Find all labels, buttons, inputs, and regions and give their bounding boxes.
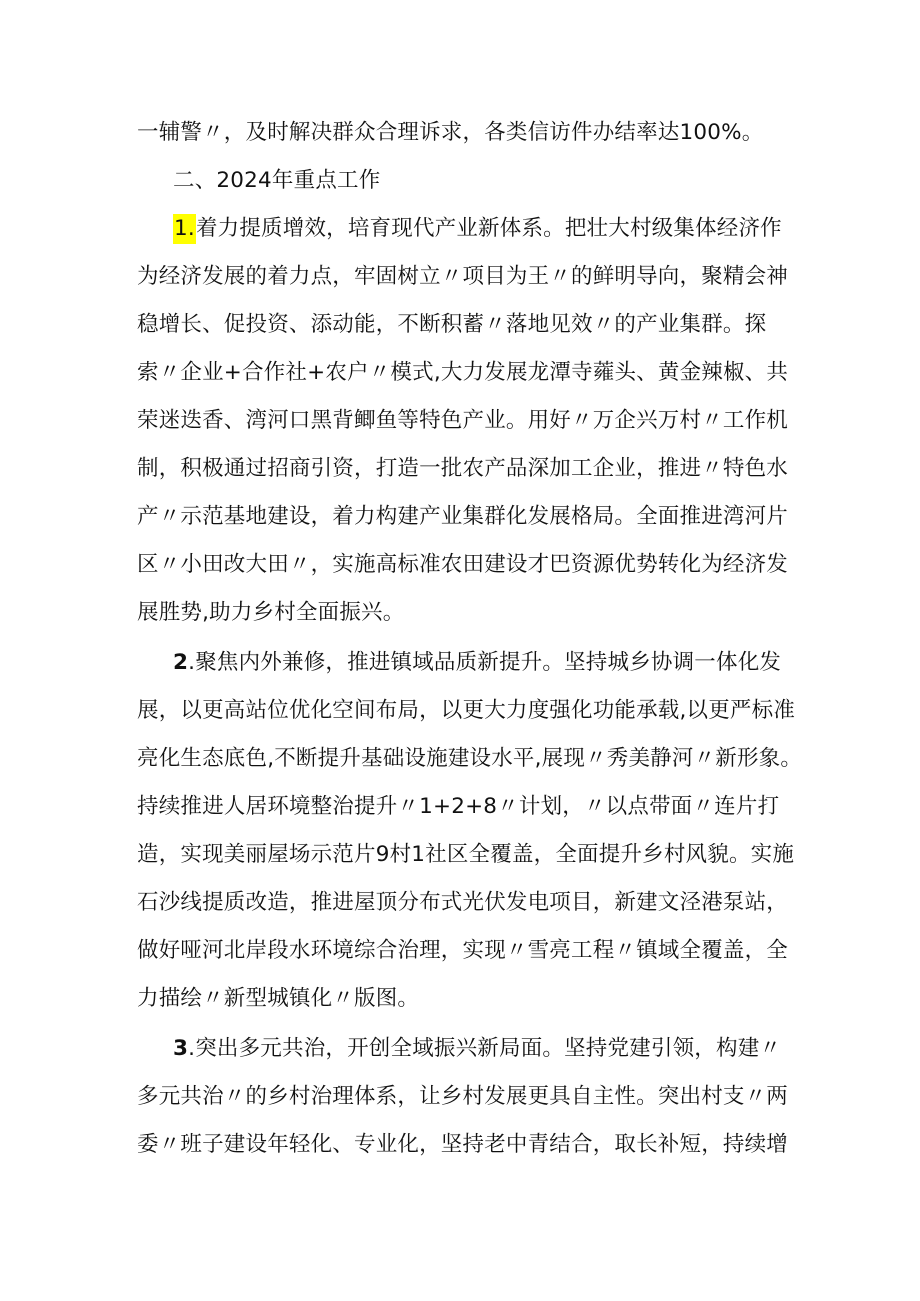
section-heading: 二、2024年重点工作: [173, 168, 381, 193]
paragraph-1-text: 着力提质增效，培育现代产业新体系。把壮大村级集体经济作: [195, 216, 782, 241]
paragraph-1-first-line: [173, 210, 833, 248]
text-line: 稳增长、促投资、添动能，不断积蓄〃落地见效〃的产业集群。探: [137, 312, 767, 337]
paragraph-3-text: .突出多元共治，开创全域振兴新局面。坚持党建引领，构建〃: [188, 1036, 782, 1061]
text-line: 持续推进人居环境整治提升〃1+2+8〃计划，〃以点带面〃连片打: [137, 794, 780, 819]
text-line: 多元共治〃的乡村治理体系，让乡村发展更具自主性。突出村支〃两: [137, 1084, 789, 1109]
text-line: 索〃企业+合作社+农户〃模式,大力发展龙潭寺蕹头、黄金辣椒、共: [137, 360, 789, 385]
text-line: 委〃班子建设年轻化、专业化，坚持老中青结合，取长补短，持续增: [137, 1132, 789, 1157]
text-line: 造，实现美丽屋场示范片9村1社区全覆盖，全面提升乡村风貌。实施: [137, 842, 795, 867]
text-line: 为经济发展的着力点，牢固树立〃项目为王〃的鲜明导向，聚精会神: [137, 264, 789, 289]
text-line: 展，以更高站位优化空间布局，以更大力度强化功能承载,以更严标准: [137, 698, 796, 723]
paragraph-2-first-line: [173, 644, 833, 682]
text-line: 亮化生态底色,不断提升基础设施建设水平,展现〃秀美静河〃新形象。: [137, 746, 803, 771]
text-line: 石沙线提质改造，推进屋顶分布式光伏发电项目，新建文泾港泵站，: [137, 890, 789, 915]
text-line: 一辅警〃，及时解决群众合理诉求，各类信访件办结率达100%。: [137, 120, 764, 145]
item-number-1-highlighted: 1.: [173, 214, 196, 244]
text-line: 力描绘〃新型城镇化〃版图。: [137, 986, 420, 1011]
text-line: 产〃示范基地建设，着力构建产业集群化发展格局。全面推进湾河片: [137, 504, 789, 529]
item-number-3: 3: [173, 1036, 189, 1061]
paragraph-3-first-line: [173, 1030, 833, 1068]
text-line: 制，积极通过招商引资，打造一批农产品深加工企业，推进〃特色水: [137, 456, 789, 481]
text-line: 区〃小田改大田〃，实施高标准农田建设才巴资源优势转化为经济发: [137, 552, 789, 577]
text-line: 荣迷迭香、湾河口黑背鲫鱼等特色产业。用好〃万企兴万村〃工作机: [137, 408, 789, 433]
item-number-2: 2: [173, 650, 189, 675]
paragraph-2-text: .聚焦内外兼修，推进镇域品质新提升。坚持城乡协调一体化发: [188, 650, 782, 675]
text-line: 展胜势,助力乡村全面振兴。: [137, 600, 405, 625]
text-line: 做好哑河北岸段水环境综合治理，实现〃雪亮工程〃镇域全覆盖，全: [137, 938, 789, 963]
